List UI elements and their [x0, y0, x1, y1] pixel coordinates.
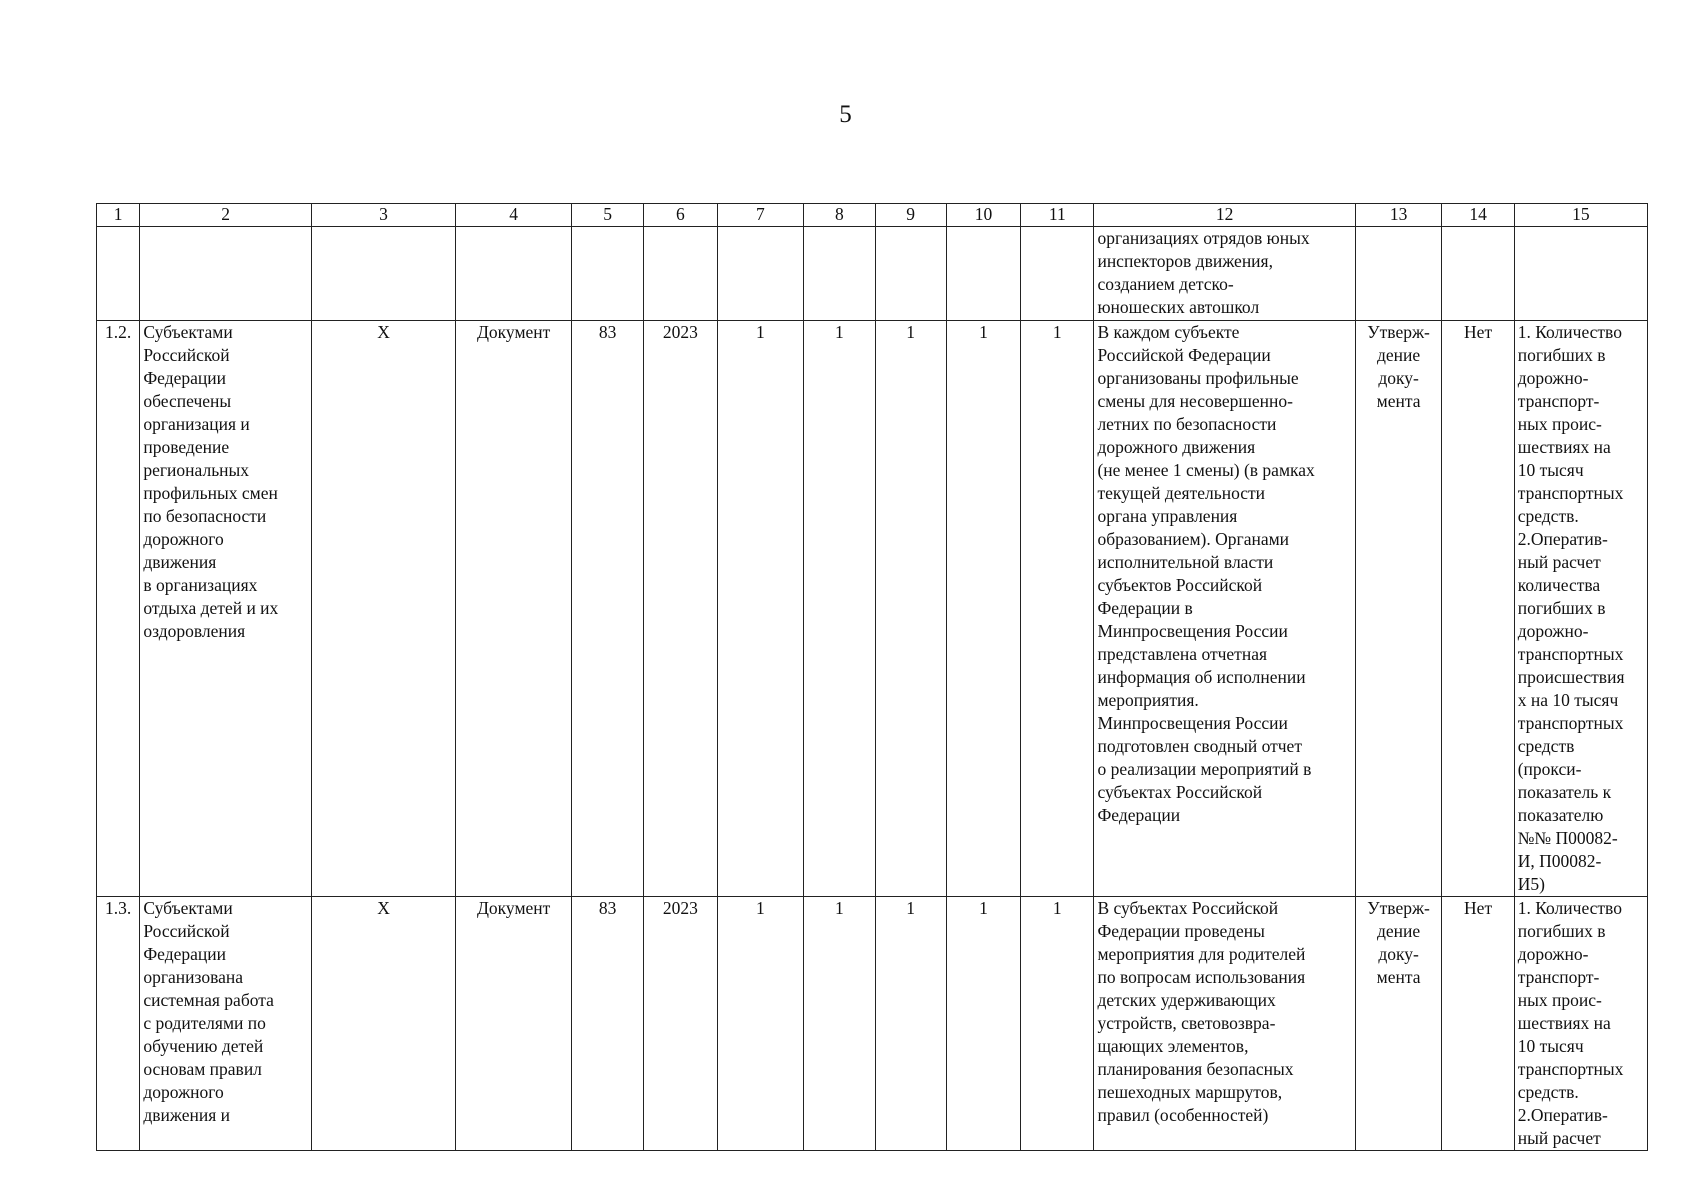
column-header: 10 — [946, 204, 1020, 227]
column-header: 4 — [456, 204, 572, 227]
table-cell — [1021, 227, 1094, 321]
table-cell: Нет — [1442, 897, 1514, 1151]
table-cell: Х — [311, 321, 456, 897]
table-cell: Утверж- дение доку- мента — [1355, 321, 1442, 897]
measure-name-cell: Субъектами Российской Федерации организована системная работа с родителями по обучению детей основам правил дорожного движения и — [140, 897, 311, 1151]
column-number-header-row — [97, 204, 1648, 227]
table-cell: Утверж- дение доку- мента — [1355, 897, 1442, 1151]
column-header: 5 — [571, 204, 643, 227]
table-cell — [1514, 227, 1647, 321]
row-number-cell: 1.3. — [97, 897, 140, 1151]
table-cell: 83 — [571, 897, 643, 1151]
column-header: 1 — [97, 204, 140, 227]
column-header: 2 — [140, 204, 311, 227]
table-row-1-2 — [97, 321, 1648, 897]
measure-name-cell: Субъектами Российской Федерации обеспечены организация и проведение региональных профильных смен по безопасности дорожного движения в организациях отдыха детей и их оздоровления — [140, 321, 311, 897]
column-header: 8 — [804, 204, 875, 227]
table-cell: 1 — [717, 897, 804, 1151]
column-header: 6 — [644, 204, 717, 227]
table-cell — [97, 227, 140, 321]
column-header: 15 — [1514, 204, 1647, 227]
table-cell — [140, 227, 311, 321]
column-header: 14 — [1442, 204, 1514, 227]
table-cell-result: В субъектах Российской Федерации проведены мероприятия для родителей по вопросам использования детских удерживающих устройств, световозвра- щающих элементов, планирования безопасных пешеходных маршрутов, правил (особенностей) — [1094, 897, 1355, 1151]
column-header: 12 — [1094, 204, 1355, 227]
table-cell: 1 — [875, 321, 946, 897]
table-cell: 83 — [571, 321, 643, 897]
table-cell: 1 — [1021, 321, 1094, 897]
table-cell: 1 — [717, 321, 804, 897]
table-cell — [571, 227, 643, 321]
column-header: 13 — [1355, 204, 1442, 227]
column-header: 9 — [875, 204, 946, 227]
indicator-cell: 1. Количество погибших в дорожно- транспорт- ных проис- шествиях на 10 тысяч транспортных средств. 2.Оператив- ный расчет — [1514, 897, 1647, 1151]
table-cell: Документ — [456, 321, 572, 897]
table-cell — [311, 227, 456, 321]
table-cell — [804, 227, 875, 321]
table-cell: 2023 — [644, 321, 717, 897]
table-cell — [946, 227, 1020, 321]
table-cell-result: организациях отрядов юных инспекторов движения, созданием детско- юношеских автошкол — [1094, 227, 1355, 321]
table-cell — [717, 227, 804, 321]
table-cell — [875, 227, 946, 321]
column-header: 11 — [1021, 204, 1094, 227]
row-number-cell: 1.2. — [97, 321, 140, 897]
column-header: 7 — [717, 204, 804, 227]
table-cell — [644, 227, 717, 321]
table-cell: 1 — [804, 321, 875, 897]
page-number: 5 — [839, 101, 852, 128]
table-cell-result: В каждом субъекте Российской Федерации организованы профильные смены для несовершенно- летних по безопасности дорожного движения (не менее 1 смены) (в рамках текущей деятельности органа управления образованием). Органами исполнительной власти субъектов Российской Федерации в Минпросвещения России представлена отчетная информация об исполнении мероприятия. Минпросвещения России подготовлен сводный отчет о реализации мероприятий в субъектах Российской Федерации — [1094, 321, 1355, 897]
measures-table — [96, 203, 1648, 1151]
table-cell: 1 — [946, 897, 1020, 1151]
indicator-cell: 1. Количество погибших в дорожно- транспорт- ных проис- шествиях на 10 тысяч транспортных средств. 2.Оператив- ный расчет количества погибших в дорожно- транспортных происшествия х на 10 тысяч транспортных средств (прокси- показатель к показателю №№ П00082- И, П00082- И5) — [1514, 321, 1647, 897]
table-row-1-3 — [97, 897, 1648, 1151]
table-cell — [1355, 227, 1442, 321]
table-cell: 2023 — [644, 897, 717, 1151]
table-cell: Х — [311, 897, 456, 1151]
table-cell — [1442, 227, 1514, 321]
column-header: 3 — [311, 204, 456, 227]
table-row-continuation — [97, 227, 1648, 321]
table-cell: Документ — [456, 897, 572, 1151]
table-cell: 1 — [875, 897, 946, 1151]
table-cell — [456, 227, 572, 321]
table-cell: Нет — [1442, 321, 1514, 897]
table-cell: 1 — [946, 321, 1020, 897]
table-cell: 1 — [1021, 897, 1094, 1151]
table-cell: 1 — [804, 897, 875, 1151]
